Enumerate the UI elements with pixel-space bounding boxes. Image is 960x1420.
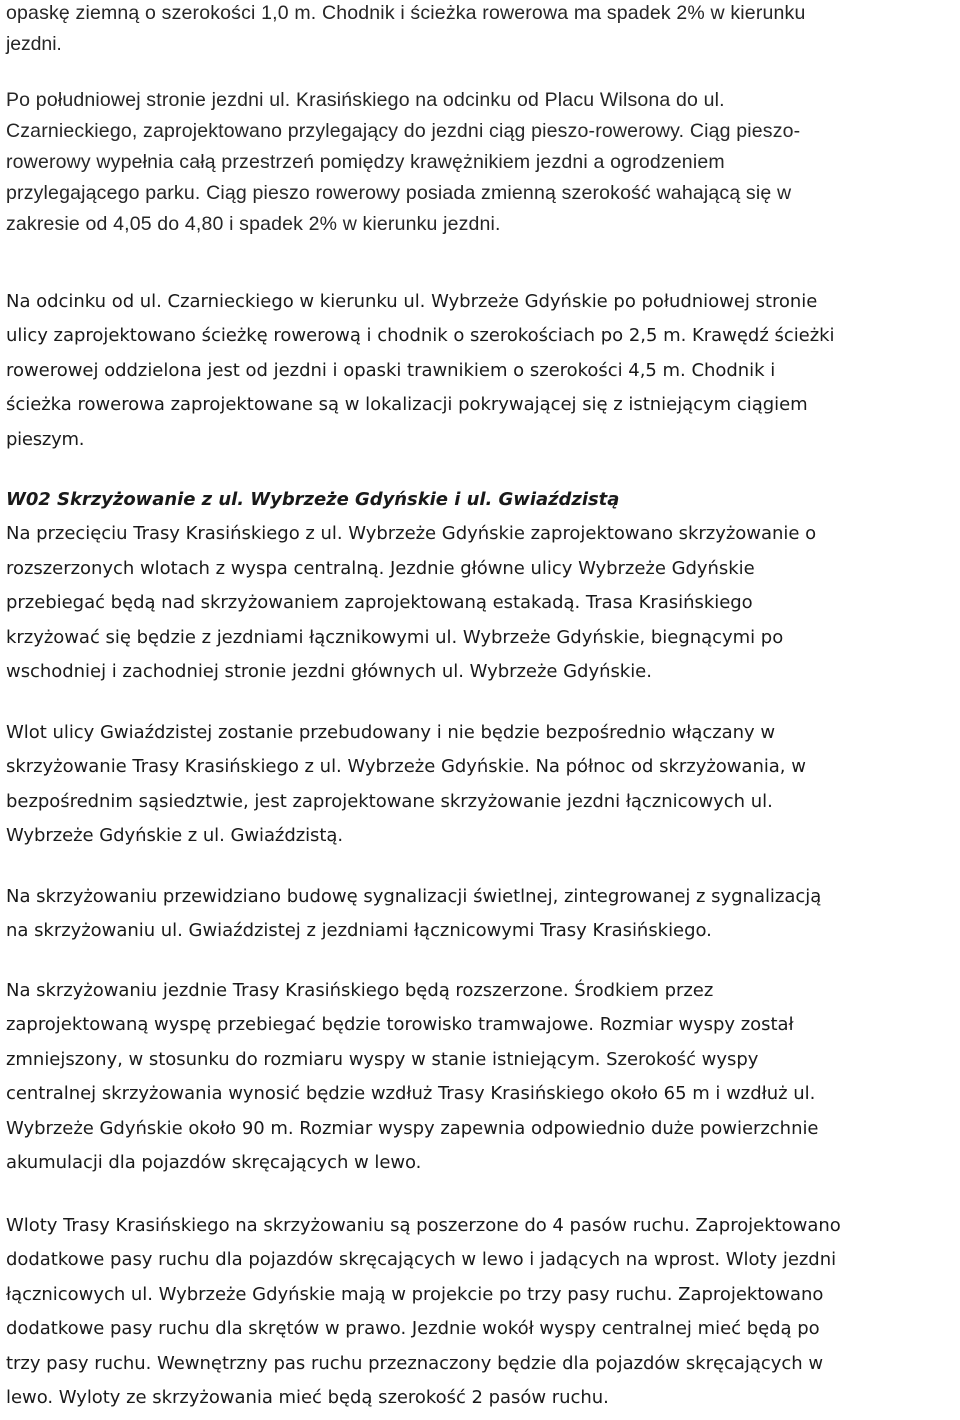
text-line: akumulacji dla pojazdów skręcających w lewo. — [6, 1152, 422, 1174]
text-line: dodatkowe pasy ruchu dla pojazdów skręcających w lewo i jadących na wprost. Wloty jezdni — [6, 1249, 837, 1271]
text-line: skrzyżowanie Trasy Krasińskiego z ul. Wybrzeże Gdyńskie. Na północ od skrzyżowania, w — [6, 756, 806, 778]
text-line: Wlot ulicy Gwiaździstej zostanie przebudowany i nie będzie bezpośrednio włączany w — [6, 722, 776, 743]
paragraph-traffic-lanes — [6, 1209, 960, 1415]
text-line: rowerowej oddzielona jest od jezdni i opaski trawnikiem o szerokości 4,5 m. Chodnik i — [6, 359, 776, 381]
text-line: bezpośrednim sąsiedztwie, jest zaprojektowane skrzyżowanie jezdni łącznicowych ul. — [6, 790, 773, 812]
section-w02 — [6, 483, 960, 689]
text-line: wschodniej i zachodniej stronie jezdni głównych ul. Wybrzeże Gdyńskie. — [6, 661, 652, 683]
text-line: jezdni. — [6, 33, 62, 55]
text-line: trzy pasy ruchu. Wewnętrzny pas ruchu przeznaczony będzie dla pojazdów skręcających w — [6, 1352, 824, 1374]
text-line: dodatkowe pasy ruchu dla skrętów w prawo. Jezdnie wokół wyspy centralnej mieć będą po — [6, 1318, 820, 1340]
text-line: zaprojektowaną wyspę przebiegać będzie torowisko tramwajowe. Rozmiar wyspy został — [6, 1014, 794, 1036]
text-line: Czarnieckiego, zaprojektowano przylegający do jezdni ciąg pieszo-rowerowy. Ciąg pieszo- — [6, 120, 801, 142]
paragraph-footpath-slope — [6, 0, 960, 60]
text-line: lewo. Wyloty ze skrzyżowania mieć będą szerokość 2 pasów ruchu. — [6, 1387, 609, 1409]
text-line: Na skrzyżowaniu przewidziano budowę sygnalizacji świetlnej, zintegrowanej z sygnalizacją — [6, 886, 822, 907]
paragraph-central-island — [6, 974, 960, 1180]
text-line: łącznicowych ul. Wybrzeże Gdyńskie mają w projekcie po trzy pasy ruchu. Zaprojektowano — [6, 1283, 824, 1305]
text-line: Wybrzeże Gdyńskie około 90 m. Rozmiar wyspy zapewnia odpowiednio duże powierzchnie — [6, 1117, 819, 1139]
text-line: zmniejszony, w stosunku do rozmiaru wyspy w stanie istniejącym. Szerokość wyspy — [6, 1048, 759, 1070]
text-line: opaskę ziemną o szerokości 1,0 m. Chodnik i ścieżka rowerowa ma spadek 2% w kierunku — [6, 2, 806, 24]
text-line: ulicy zaprojektowano ścieżkę rowerową i chodnik o szerokościach po 2,5 m. Krawędź ścieżki — [6, 325, 835, 347]
text-line: zakresie od 4,05 do 4,80 i spadek 2% w kierunku jezdni. — [6, 213, 501, 235]
text-line: przebiegać będą nad skrzyżowaniem zaprojektowaną estakadą. Trasa Krasińskiego — [6, 592, 753, 614]
text-line: ścieżka rowerowa zaprojektowane są w lokalizacji pokrywającej się z istniejącym ciągiem — [6, 394, 808, 416]
text-line: krzyżować się będzie z jezdniami łącznikowymi ul. Wybrzeże Gdyńskie, biegnącymi po — [6, 626, 784, 648]
text-line: rowerowy wypełnia całą przestrzeń pomiędzy krawężnikiem jezdni a ogrodzeniem — [6, 151, 725, 173]
paragraph-south-side-path — [6, 85, 960, 240]
text-line: na skrzyżowaniu ul. Gwiaździstej z jezdniami łącznicowymi Trasy Krasińskiego. — [6, 920, 712, 942]
paragraph-traffic-signals — [6, 880, 960, 949]
text-line: Na przecięciu Trasy Krasińskiego z ul. Wybrzeże Gdyńskie zaprojektowano skrzyżowanie o — [6, 523, 817, 545]
text-line: rozszerzonych wlotach z wyspa centralną. Jezdnie główne ulicy Wybrzeże Gdyńskie — [6, 557, 755, 579]
text-line: Na skrzyżowaniu jezdnie Trasy Krasińskiego będą rozszerzone. Środkiem przez — [6, 980, 714, 1001]
paragraph-gwiazdzista-inlet — [6, 716, 960, 854]
text-line: pieszym. — [6, 428, 85, 450]
section-heading: W02 Skrzyżowanie z ul. Wybrzeże Gdyńskie i ul. Gwiaździstą — [6, 489, 620, 510]
text-line: przylegającego parku. Ciąg pieszo rowerowy posiada zmienną szerokość wahającą się w — [6, 182, 792, 204]
paragraph-bike-path-segment — [6, 285, 960, 457]
text-line: Na odcinku od ul. Czarnieckiego w kierunku ul. Wybrzeże Gdyńskie po południowej stronie — [6, 291, 818, 312]
text-line: Wybrzeże Gdyńskie z ul. Gwiaździstą. — [6, 825, 343, 847]
text-line: Wloty Trasy Krasińskiego na skrzyżowaniu są poszerzone do 4 pasów ruchu. Zaprojektowano — [6, 1215, 841, 1236]
text-line: centralnej skrzyżowania wynosić będzie wzdłuż Trasy Krasińskiego około 65 m i wzdłuż ul. — [6, 1083, 816, 1105]
text-line: Po południowej stronie jezdni ul. Krasińskiego na odcinku od Placu Wilsona do ul. — [6, 89, 725, 111]
